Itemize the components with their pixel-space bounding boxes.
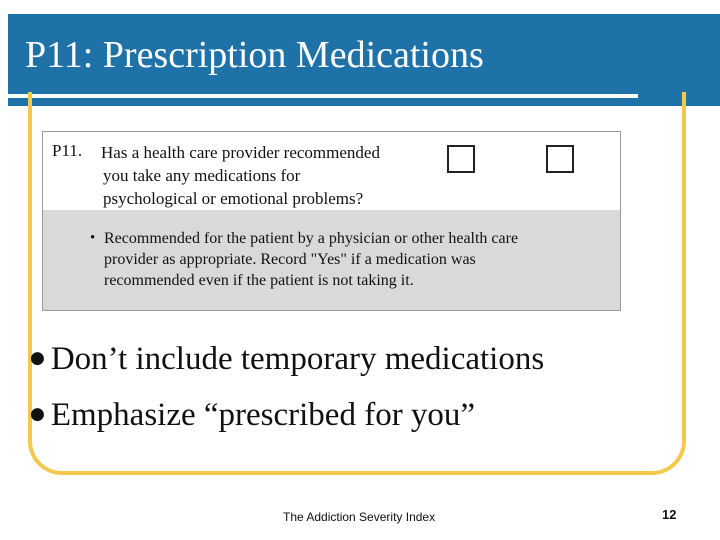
yes-checkbox-icon bbox=[447, 145, 475, 173]
note-line: provider as appropriate. Record "Yes" if a medication was bbox=[104, 251, 476, 268]
bullet-dot-icon: ● bbox=[30, 348, 45, 368]
no-checkbox-icon bbox=[546, 145, 574, 173]
note-line: Recommended for the patient by a physician or other health care bbox=[104, 230, 519, 247]
bullet-item bbox=[30, 397, 475, 434]
slide-title: P11: Prescription Medications bbox=[25, 34, 484, 76]
bullet-text: Emphasize “prescribed for you” bbox=[50, 397, 476, 433]
note-line: recommended even if the patient is not taking it. bbox=[104, 272, 414, 289]
question-line: psychological or emotional problems? bbox=[103, 189, 364, 208]
note-bullet-icon: • bbox=[90, 230, 96, 246]
bullet-text: Don’t include temporary medications bbox=[50, 341, 545, 377]
footer-source: The Addiction Severity Index bbox=[283, 510, 436, 524]
question-text bbox=[101, 141, 461, 210]
page-number: 12 bbox=[662, 507, 677, 522]
instruction-note bbox=[104, 228, 604, 291]
bullet-item bbox=[30, 341, 544, 378]
question-line: Has a health care provider recommended bbox=[101, 143, 380, 162]
form-excerpt bbox=[42, 131, 621, 311]
question-line: you take any medications for bbox=[103, 166, 301, 185]
question-number: P11. bbox=[52, 141, 83, 160]
bullet-dot-icon: ● bbox=[30, 404, 45, 424]
